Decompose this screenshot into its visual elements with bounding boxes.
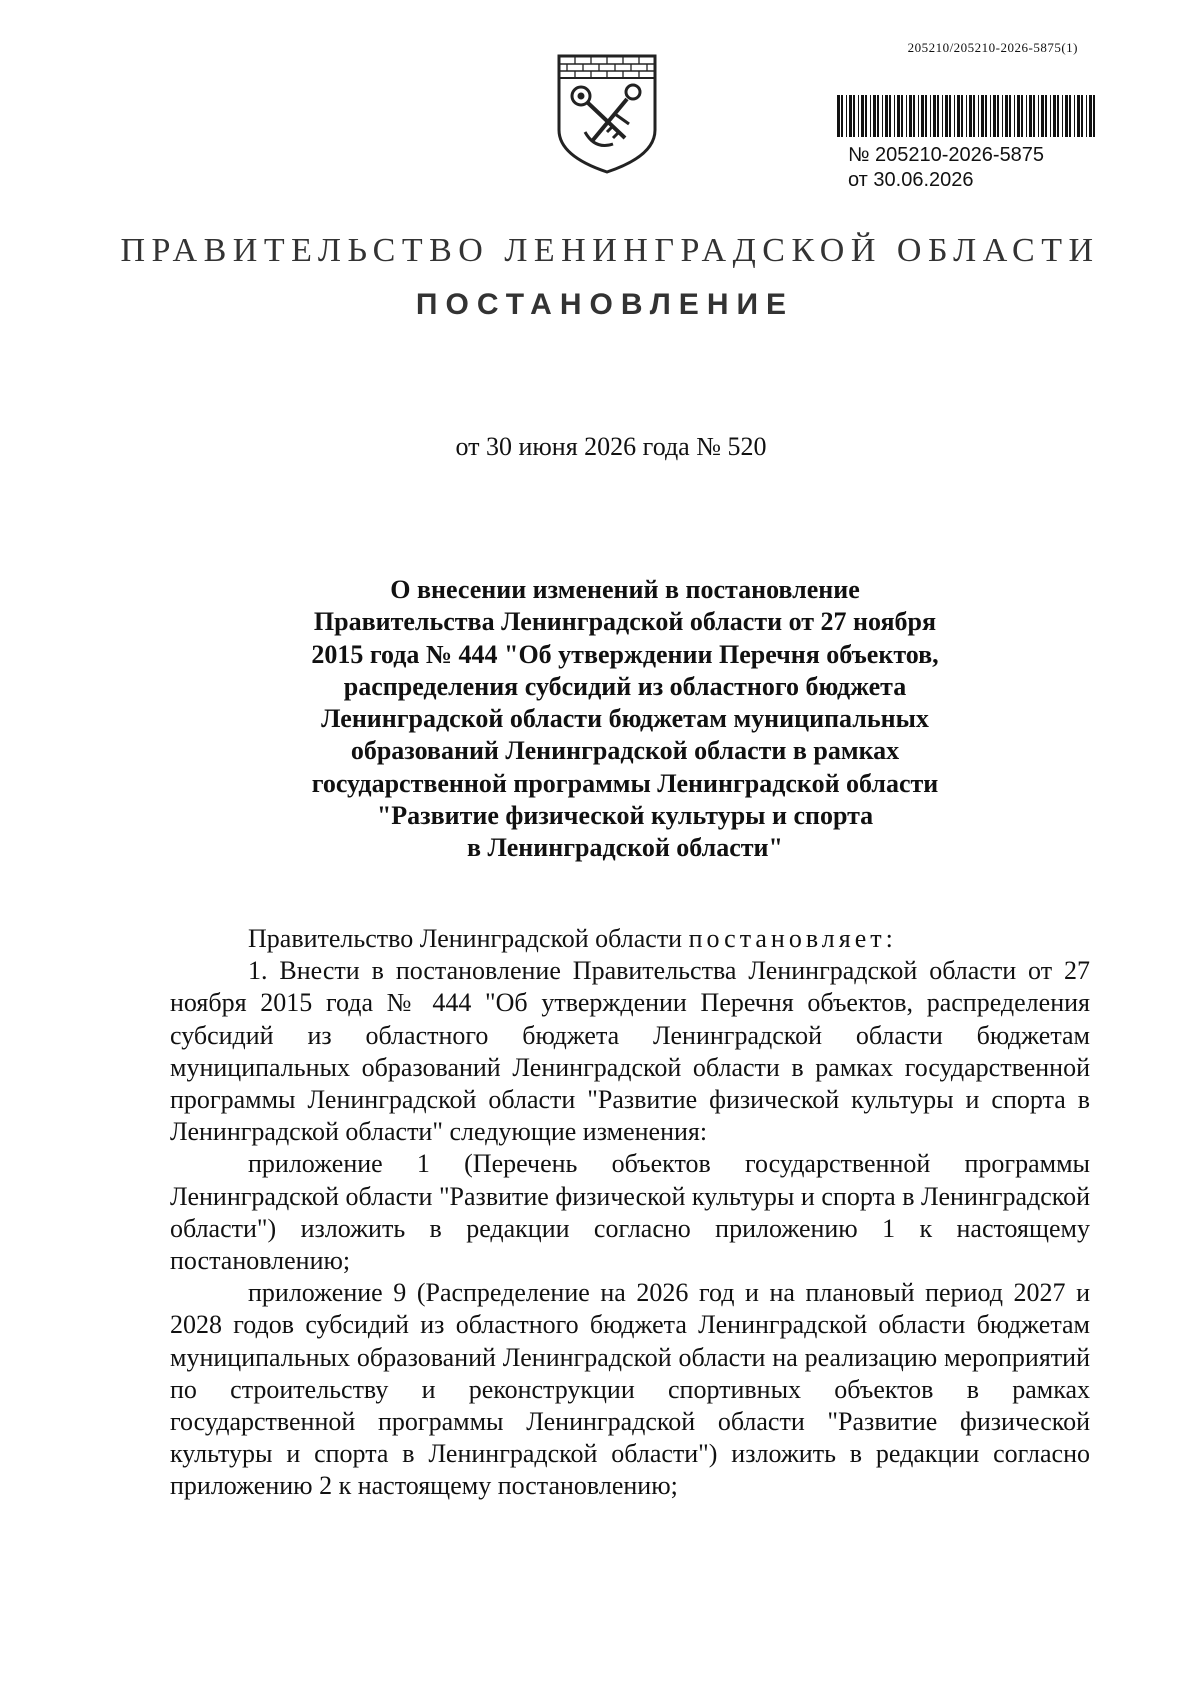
document-code: 205210/205210-2026-5875(1) [907,40,1078,55]
subject-line: образований Ленинградской области в рамках [350,736,900,766]
body-paragraph-1: 1. Внести в постановление Правительства Ленинградской области от 27 ноября 2015 года № 444 "Об утверждении Перечня объектов, распределения субсидий из областного бюджета Ленинградской области бюджетам муниципальных образований Ленинградской области в рамках государственной программы Ленинградской области "Развитие физической культуры и спорта в Ленинградской области" следующие изменения: [170,956,1090,1147]
subject-line: в Ленинградской области" [467,833,783,863]
subject-line: государственной программы Ленинградской области [311,768,939,798]
subject-line: Правительства Ленинградской области от 27 ноября [313,607,937,637]
body-paragraph-3: приложение 9 (Распределение на 2026 год и на плановый период 2027 и 2028 годов субсидий из областного бюджета Ленинградской области бюджетам муниципальных образований Ленинградской области на реализацию мероприятий по строительству и реконструкции спортивных объектов в рамках государственной программы Ленинградской области "Развитие физической культуры и спорта в Ленинградской области") изложить в редакции согласно приложению 2 к настоящему постановлению; [170,1278,1090,1501]
barcode-icon [837,95,1097,137]
subject-line: распределения субсидий из областного бюджета [343,671,907,701]
document-subject [240,574,1010,865]
intro-resolves: постановляет: [688,924,897,953]
registration-stamp [848,143,1044,193]
registration-number: № 205210-2026-5875 [848,144,1045,166]
document-body [170,923,1090,1503]
document-type: ПОСТАНОВЛЕНИЕ [415,288,795,321]
document-date-number: от 30 июня 2026 года № 520 [455,432,767,461]
coat-of-arms-icon [555,52,659,176]
body-paragraph-2: приложение 1 (Перечень объектов государственной программы Ленинградской области "Развитие физической культуры и спорта в Ленинградской области") изложить в редакции согласно приложению 1 к настоящему постановлению; [170,1149,1090,1276]
subject-line: О внесении изменений в постановление [390,575,860,604]
organization-title: ПРАВИТЕЛЬСТВО ЛЕНИНГРАДСКОЙ ОБЛАСТИ [120,232,1100,269]
body-intro [170,923,1090,955]
subject-line: Ленинградской области бюджетам муниципальных [321,704,929,734]
subject-line: 2015 года № 444 "Об утверждении Перечня объектов, [311,639,939,669]
intro-text: Правительство Ленинградской области [248,924,689,953]
registration-date: от 30.06.2026 [848,169,974,191]
subject-line: "Развитие физической культуры и спорта [376,801,874,831]
